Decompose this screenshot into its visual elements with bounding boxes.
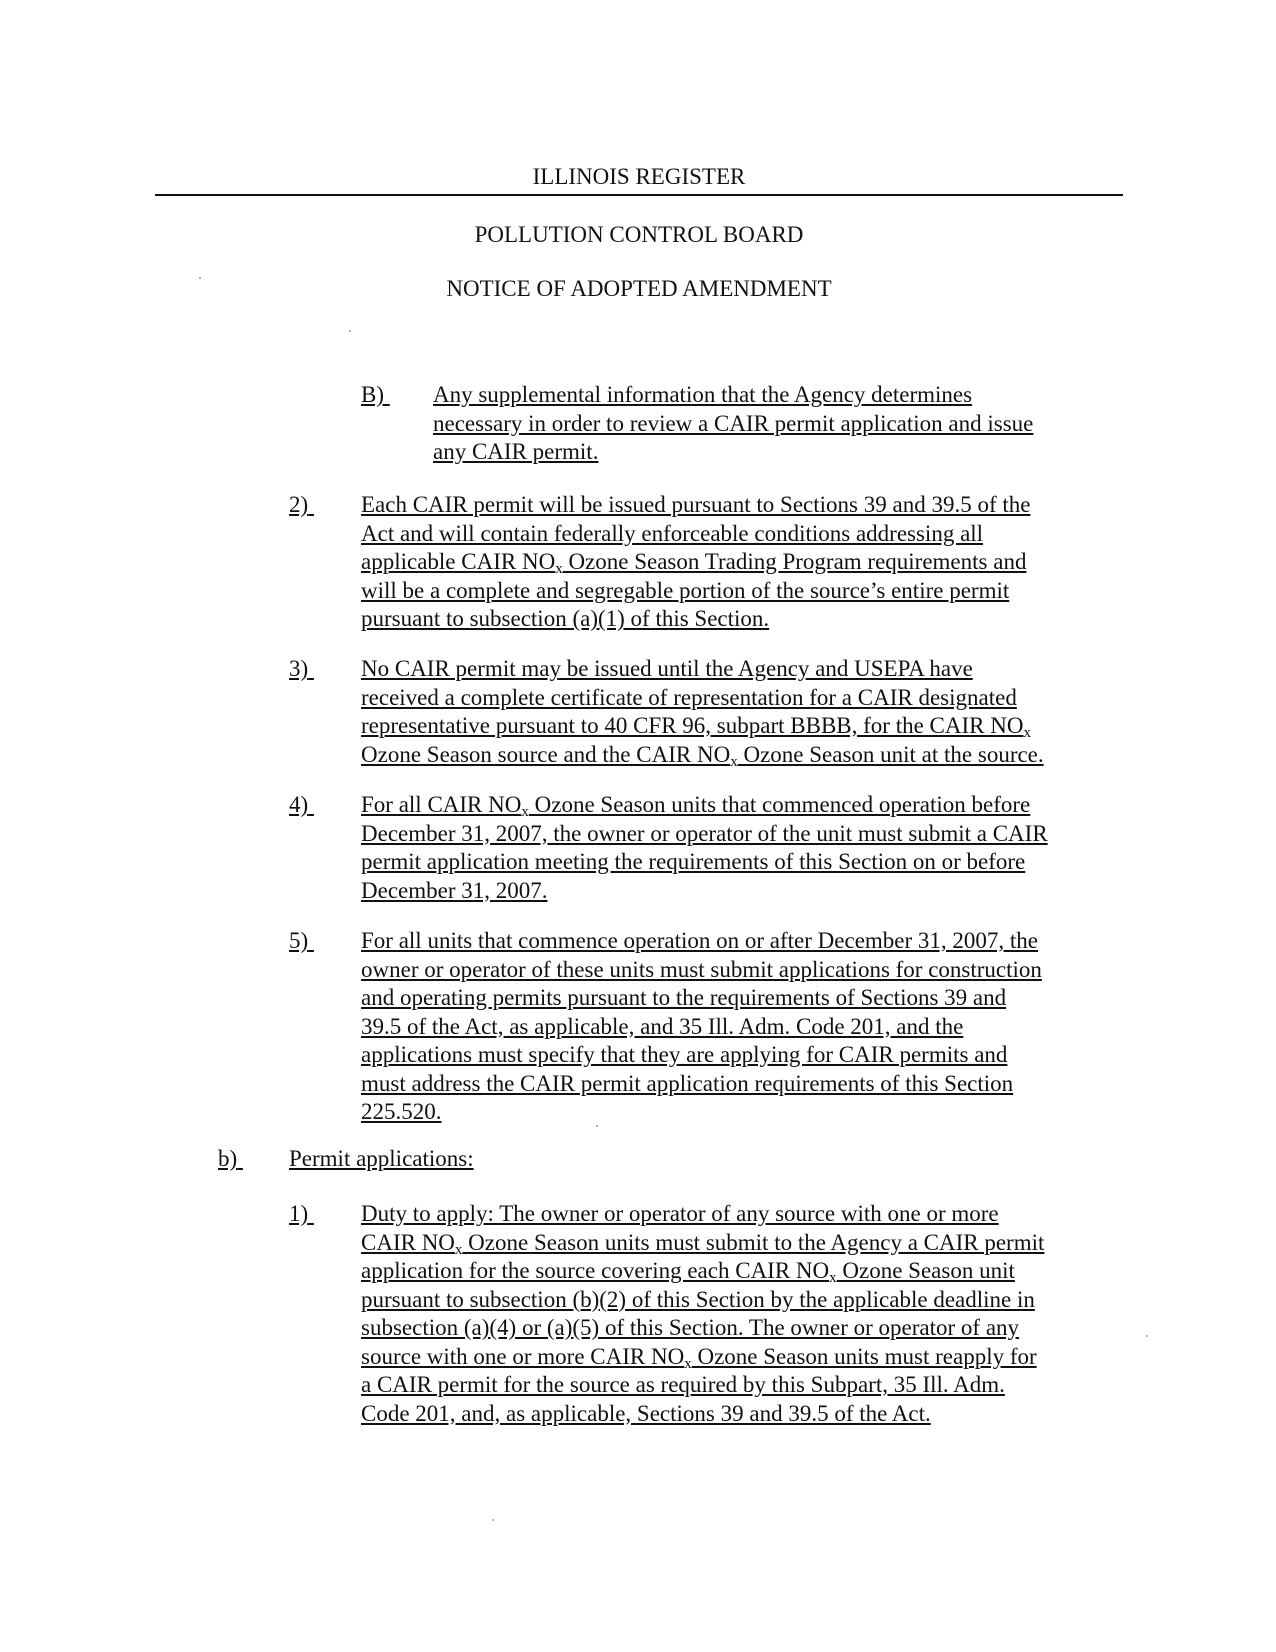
header-rule xyxy=(155,194,1123,196)
item-5-line-1: For all units that commence operation on or after December 31, 2007, the xyxy=(361,928,1039,953)
item-4-line-1: For all CAIR $NO_x$ Ozone Season units that commenced operation before xyxy=(361,792,1031,820)
item-b1-line-6: source with one or more CAIR $NO_x$ Ozone Season units must reapply for xyxy=(361,1343,1037,1372)
item-b1-line-8: Code 201, and, as applicable, Sections 39 and 39.5 of the Act. xyxy=(361,1400,931,1426)
item-2-line-1: Each CAIR permit will be issued pursuant to Sections 39 and 39.5 of the xyxy=(361,492,1031,517)
item-marker-5: 5) xyxy=(289,928,309,953)
item-3-text xyxy=(361,655,1044,769)
item-5-line-3: and operating permits pursuant to the requirements of Sections 39 and xyxy=(361,985,1007,1010)
item-b1-text xyxy=(361,1200,1044,1428)
item-3-line-2: received a complete certificate of representation for a CAIR designated xyxy=(361,684,1017,710)
item-4-line-4: December 31, 2007. xyxy=(361,877,548,903)
subsection-b-heading xyxy=(289,1145,474,1174)
item-marker-4: 4) xyxy=(289,792,309,817)
item-b1-line-5: subsection (a)(4) or (a)(5) of this Section. The owner or operator of any xyxy=(361,1315,1020,1340)
item-marker-b1: 1) xyxy=(289,1201,309,1226)
item-B-line-2: necessary in order to review a CAIR permit application and issue xyxy=(433,410,1034,436)
item-4-line-3: permit application meeting the requirements of this Section on or before xyxy=(361,849,1026,874)
item-2-line-2: Act and will contain federally enforceable conditions addressing all xyxy=(361,520,984,546)
board-name: POLLUTION CONTROL BOARD xyxy=(474,222,804,247)
item-B-text xyxy=(433,381,1033,467)
item-4-text xyxy=(361,791,1048,905)
item-5-line-4: 39.5 of the Act, as applicable, and 35 Ill. Adm. Code 201, and the xyxy=(361,1013,964,1039)
item-B-line-3: any CAIR permit. xyxy=(433,439,599,464)
item-5-text xyxy=(361,927,1042,1127)
item-3-line-4: Ozone Season source and the CAIR $NO_x$ Ozone Season unit at the source. xyxy=(361,741,1044,770)
item-5-line-7: 225.520. xyxy=(361,1099,442,1124)
item-B-line-1: Any supplemental information that the Agency determines xyxy=(433,382,973,407)
item-2-line-4: will be a complete and segregable portion of the source’s entire permit xyxy=(361,577,1010,603)
item-marker-2: 2) xyxy=(289,492,309,517)
item-4-line-2: December 31, 2007, the owner or operator of the unit must submit a CAIR xyxy=(361,820,1048,846)
item-b1-line-1: Duty to apply: The owner or operator of any source with one or more xyxy=(361,1201,999,1226)
item-2-line-3: applicable CAIR $NO_x$ Ozone Season Trading Program requirements and xyxy=(361,549,1027,577)
item-3-line-3: representative pursuant to 40 CFR 96, subpart BBBB, for the CAIR $NO_x$ xyxy=(361,713,1031,741)
scan-speck xyxy=(596,1125,598,1127)
scan-speck xyxy=(1146,1335,1148,1337)
scan-speck xyxy=(199,277,201,279)
item-b1-line-4: pursuant to subsection (b)(2) of this Section by the applicable deadline in xyxy=(361,1286,1035,1312)
item-2-text xyxy=(361,491,1030,634)
item-b1-line-7: a CAIR permit for the source as required by this Subpart, 35 Ill. Adm. xyxy=(361,1372,1005,1397)
item-5-line-6: must address the CAIR permit application requirements of this Section xyxy=(361,1070,1014,1096)
item-2-line-5: pursuant to subsection (a)(1) of this Section. xyxy=(361,606,770,631)
subsection-marker-b: b) xyxy=(218,1146,238,1171)
item-marker-B: B) xyxy=(361,382,384,407)
item-marker-3: 3) xyxy=(289,656,309,681)
item-b1-line-2: CAIR $NO_x$ Ozone Season units must submit to the Agency a CAIR permit xyxy=(361,1229,1045,1258)
scan-speck xyxy=(349,330,351,332)
item-b1-line-3: application for the source covering each CAIR $NO_x$ Ozone Season unit xyxy=(361,1258,1015,1286)
item-5-line-2: owner or operator of these units must submit applications for construction xyxy=(361,956,1042,982)
notice-title: NOTICE OF ADOPTED AMENDMENT xyxy=(446,276,832,301)
subsection-b-title: Permit applications: xyxy=(289,1146,474,1171)
item-5-line-5: applications must specify that they are applying for CAIR permits and xyxy=(361,1042,1008,1067)
register-title: ILLINOIS REGISTER xyxy=(532,164,746,189)
scan-speck xyxy=(492,1519,494,1521)
item-3-line-1: No CAIR permit may be issued until the Agency and USEPA have xyxy=(361,656,973,681)
